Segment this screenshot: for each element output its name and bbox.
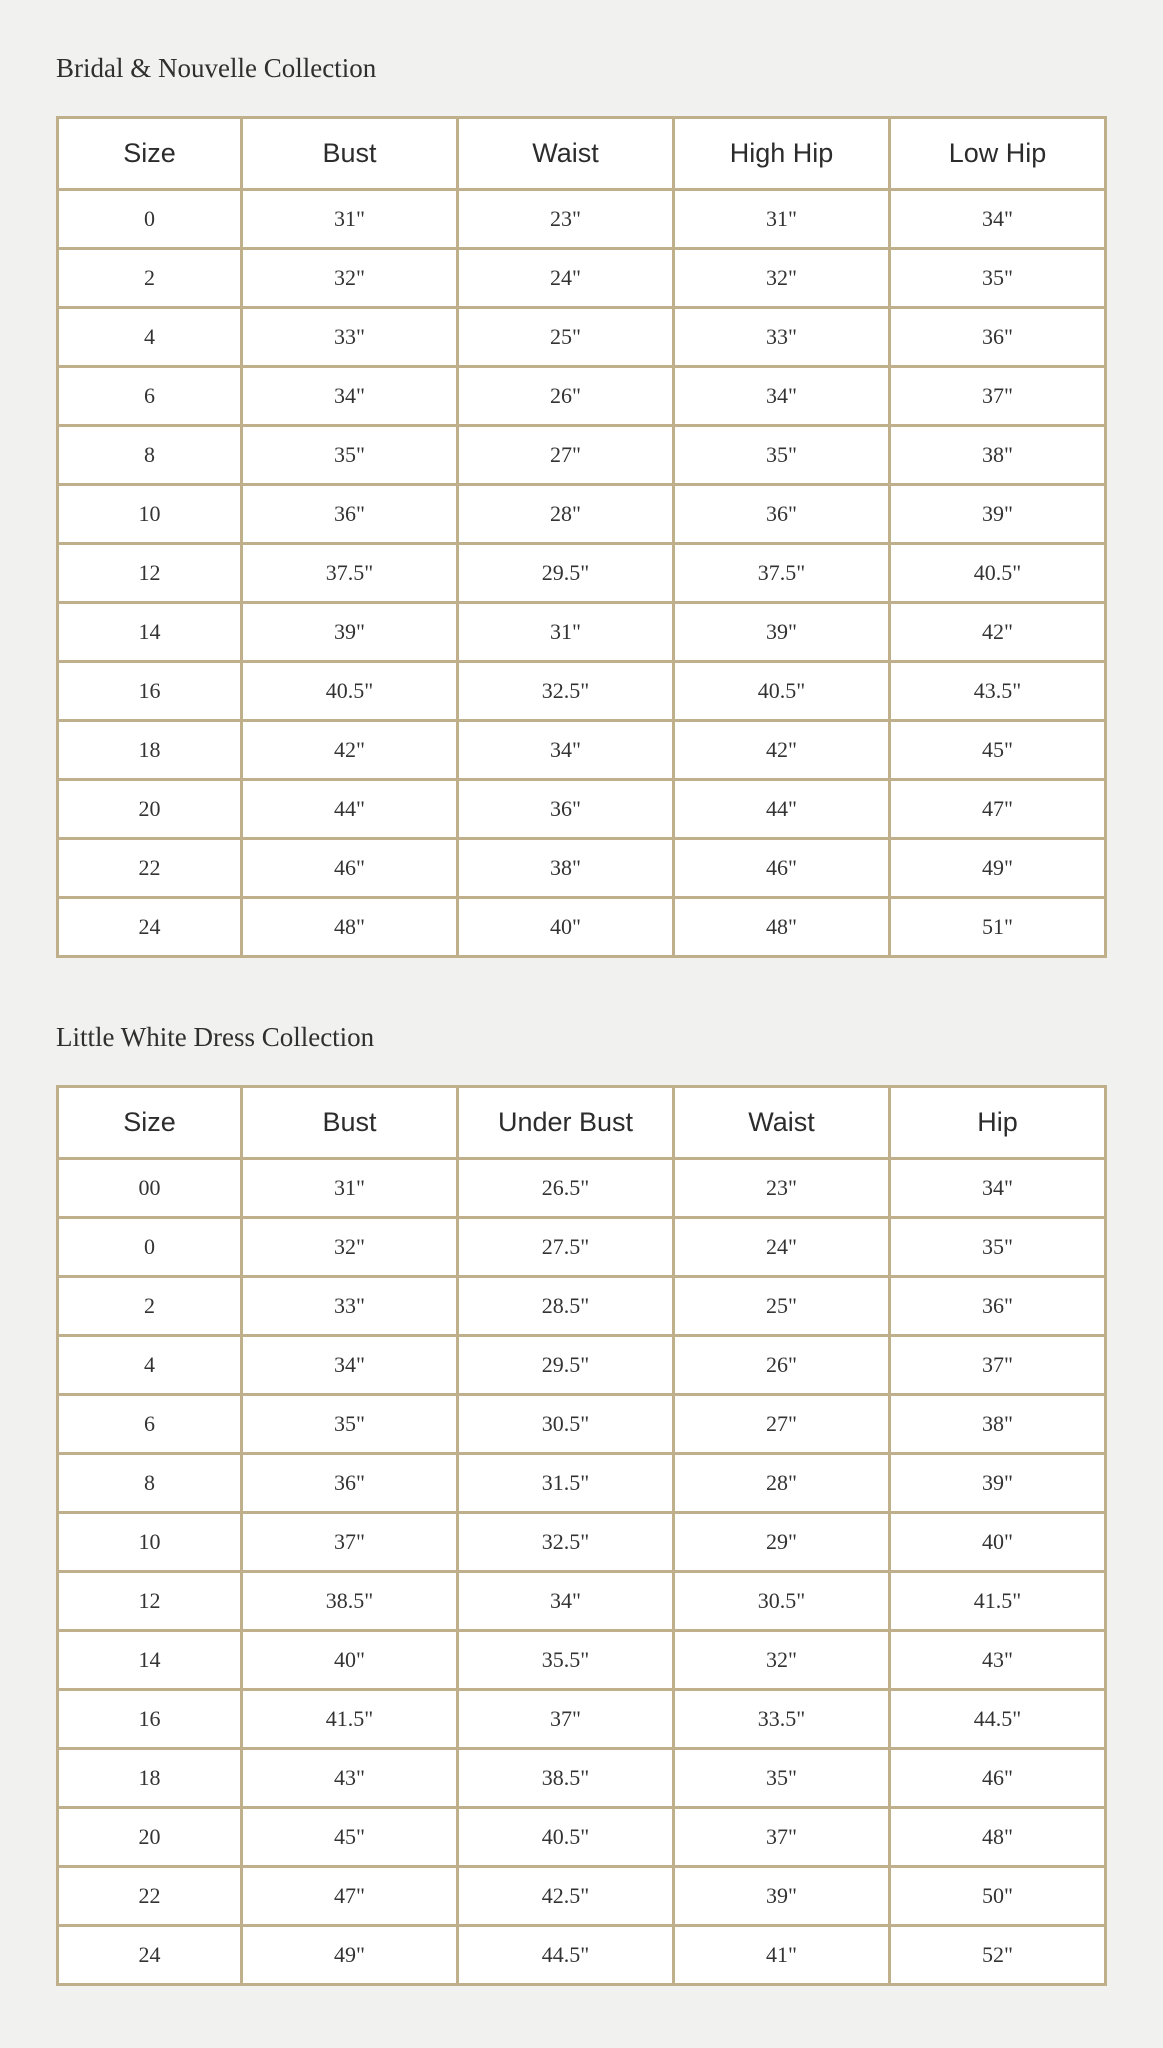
size-cell: 0	[58, 190, 242, 249]
measurement-cell: 36"	[242, 485, 458, 544]
size-cell: 8	[58, 1454, 242, 1513]
measurement-cell: 34"	[242, 1336, 458, 1395]
measurement-cell: 44.5"	[890, 1690, 1106, 1749]
size-cell: 16	[58, 1690, 242, 1749]
measurement-cell: 51"	[890, 898, 1106, 957]
table-row	[58, 780, 1106, 839]
column-header: Low Hip	[890, 118, 1106, 190]
measurement-cell: 34"	[674, 367, 890, 426]
measurement-cell: 37"	[890, 1336, 1106, 1395]
measurement-cell: 35"	[890, 1218, 1106, 1277]
measurement-cell: 32"	[242, 249, 458, 308]
measurement-cell: 34"	[458, 721, 674, 780]
measurement-cell: 32"	[674, 249, 890, 308]
column-header: Size	[58, 118, 242, 190]
table-row	[58, 249, 1106, 308]
measurement-cell: 38"	[890, 426, 1106, 485]
size-cell: 00	[58, 1159, 242, 1218]
measurement-cell: 26"	[674, 1336, 890, 1395]
size-cell: 6	[58, 367, 242, 426]
measurement-cell: 25"	[674, 1277, 890, 1336]
table-body	[58, 190, 1106, 957]
measurement-cell: 37"	[674, 1808, 890, 1867]
table-row	[58, 1926, 1106, 1985]
table-row	[58, 662, 1106, 721]
measurement-cell: 34"	[890, 190, 1106, 249]
measurement-cell: 40.5"	[674, 662, 890, 721]
size-cell: 10	[58, 485, 242, 544]
table-row	[58, 485, 1106, 544]
measurement-cell: 46"	[890, 1749, 1106, 1808]
measurement-cell: 37.5"	[674, 544, 890, 603]
measurement-cell: 35"	[674, 1749, 890, 1808]
size-cell: 22	[58, 1867, 242, 1926]
measurement-cell: 27"	[458, 426, 674, 485]
measurement-cell: 38"	[890, 1395, 1106, 1454]
table-row	[58, 1808, 1106, 1867]
measurement-cell: 45"	[890, 721, 1106, 780]
size-cell: 2	[58, 249, 242, 308]
measurement-cell: 48"	[242, 898, 458, 957]
size-cell: 10	[58, 1513, 242, 1572]
measurement-cell: 33"	[674, 308, 890, 367]
measurement-cell: 38"	[458, 839, 674, 898]
measurement-cell: 47"	[890, 780, 1106, 839]
measurement-cell: 39"	[890, 485, 1106, 544]
measurement-cell: 39"	[242, 603, 458, 662]
table-row	[58, 1277, 1106, 1336]
measurement-cell: 36"	[890, 308, 1106, 367]
size-cell: 22	[58, 839, 242, 898]
measurement-cell: 35"	[242, 426, 458, 485]
little-white-dress-title: Little White Dress Collection	[56, 1022, 375, 1052]
measurement-cell: 32"	[242, 1218, 458, 1277]
table-row	[58, 308, 1106, 367]
column-header: Hip	[890, 1087, 1106, 1159]
measurement-cell: 44.5"	[458, 1926, 674, 1985]
measurement-cell: 41.5"	[242, 1690, 458, 1749]
size-cell: 12	[58, 544, 242, 603]
column-header: Under Bust	[458, 1087, 674, 1159]
measurement-cell: 42"	[674, 721, 890, 780]
measurement-cell: 37"	[242, 1513, 458, 1572]
table-row	[58, 839, 1106, 898]
table-row	[58, 190, 1106, 249]
measurement-cell: 40"	[458, 898, 674, 957]
measurement-cell: 29"	[674, 1513, 890, 1572]
measurement-cell: 50"	[890, 1867, 1106, 1926]
size-cell: 14	[58, 1631, 242, 1690]
measurement-cell: 29.5"	[458, 1336, 674, 1395]
measurement-cell: 46"	[674, 839, 890, 898]
measurement-cell: 47"	[242, 1867, 458, 1926]
table-row	[58, 1159, 1106, 1218]
table-row	[58, 603, 1106, 662]
measurement-cell: 32"	[674, 1631, 890, 1690]
measurement-cell: 25"	[458, 308, 674, 367]
measurement-cell: 34"	[890, 1159, 1106, 1218]
measurement-cell: 46"	[242, 839, 458, 898]
measurement-cell: 23"	[674, 1159, 890, 1218]
header-row	[58, 1087, 1106, 1159]
measurement-cell: 37"	[458, 1690, 674, 1749]
size-cell: 6	[58, 1395, 242, 1454]
size-cell: 4	[58, 1336, 242, 1395]
table-row	[58, 367, 1106, 426]
table-row	[58, 1218, 1106, 1277]
table-body	[58, 1159, 1106, 1985]
measurement-cell: 44"	[242, 780, 458, 839]
measurement-cell: 23"	[458, 190, 674, 249]
measurement-cell: 37"	[890, 367, 1106, 426]
table-row	[58, 1749, 1106, 1808]
measurement-cell: 40.5"	[242, 662, 458, 721]
size-cell: 18	[58, 721, 242, 780]
size-cell: 14	[58, 603, 242, 662]
measurement-cell: 42"	[242, 721, 458, 780]
measurement-cell: 31.5"	[458, 1454, 674, 1513]
table-row	[58, 544, 1106, 603]
measurement-cell: 30.5"	[458, 1395, 674, 1454]
measurement-cell: 42"	[890, 603, 1106, 662]
measurement-cell: 52"	[890, 1926, 1106, 1985]
measurement-cell: 35"	[242, 1395, 458, 1454]
measurement-cell: 36"	[890, 1277, 1106, 1336]
measurement-cell: 37.5"	[242, 544, 458, 603]
size-cell: 20	[58, 780, 242, 839]
measurement-cell: 39"	[890, 1454, 1106, 1513]
size-cell: 0	[58, 1218, 242, 1277]
table-row	[58, 1513, 1106, 1572]
measurement-cell: 40.5"	[458, 1808, 674, 1867]
table-row	[58, 426, 1106, 485]
measurement-cell: 26"	[458, 367, 674, 426]
measurement-cell: 45"	[242, 1808, 458, 1867]
measurement-cell: 33"	[242, 1277, 458, 1336]
measurement-cell: 27"	[674, 1395, 890, 1454]
size-cell: 4	[58, 308, 242, 367]
table-row	[58, 1336, 1106, 1395]
measurement-cell: 27.5"	[458, 1218, 674, 1277]
measurement-cell: 31"	[674, 190, 890, 249]
column-header: High Hip	[674, 118, 890, 190]
measurement-cell: 43.5"	[890, 662, 1106, 721]
column-header: Bust	[242, 1087, 458, 1159]
column-header: Bust	[242, 118, 458, 190]
measurement-cell: 40.5"	[890, 544, 1106, 603]
measurement-cell: 44"	[674, 780, 890, 839]
column-header: Size	[58, 1087, 242, 1159]
table-row	[58, 721, 1106, 780]
measurement-cell: 49"	[242, 1926, 458, 1985]
measurement-cell: 41.5"	[890, 1572, 1106, 1631]
table-row	[58, 1572, 1106, 1631]
measurement-cell: 34"	[242, 367, 458, 426]
size-cell: 24	[58, 1926, 242, 1985]
measurement-cell: 31"	[242, 1159, 458, 1218]
size-cell: 2	[58, 1277, 242, 1336]
measurement-cell: 35.5"	[458, 1631, 674, 1690]
table-row	[58, 898, 1106, 957]
table-row	[58, 1631, 1106, 1690]
column-header: Waist	[674, 1087, 890, 1159]
table-header	[58, 1087, 1106, 1159]
measurement-cell: 33"	[242, 308, 458, 367]
measurement-cell: 41"	[674, 1926, 890, 1985]
table-row	[58, 1454, 1106, 1513]
table-header	[58, 118, 1106, 190]
measurement-cell: 24"	[674, 1218, 890, 1277]
measurement-cell: 38.5"	[458, 1749, 674, 1808]
measurement-cell: 31"	[458, 603, 674, 662]
measurement-cell: 34"	[458, 1572, 674, 1631]
table-row	[58, 1867, 1106, 1926]
size-cell: 16	[58, 662, 242, 721]
measurement-cell: 29.5"	[458, 544, 674, 603]
measurement-cell: 32.5"	[458, 1513, 674, 1572]
measurement-cell: 40"	[890, 1513, 1106, 1572]
measurement-cell: 43"	[242, 1749, 458, 1808]
table-row	[58, 1395, 1106, 1454]
measurement-cell: 26.5"	[458, 1159, 674, 1218]
column-header: Waist	[458, 118, 674, 190]
size-cell: 18	[58, 1749, 242, 1808]
measurement-cell: 35"	[674, 426, 890, 485]
size-cell: 20	[58, 1808, 242, 1867]
size-cell: 24	[58, 898, 242, 957]
measurement-cell: 28"	[458, 485, 674, 544]
measurement-cell: 35"	[890, 249, 1106, 308]
header-row	[58, 118, 1106, 190]
size-cell: 12	[58, 1572, 242, 1631]
measurement-cell: 39"	[674, 603, 890, 662]
measurement-cell: 32.5"	[458, 662, 674, 721]
measurement-cell: 36"	[242, 1454, 458, 1513]
measurement-cell: 28"	[674, 1454, 890, 1513]
measurement-cell: 43"	[890, 1631, 1106, 1690]
measurement-cell: 33.5"	[674, 1690, 890, 1749]
measurement-cell: 49"	[890, 839, 1106, 898]
measurement-cell: 36"	[458, 780, 674, 839]
measurement-cell: 28.5"	[458, 1277, 674, 1336]
measurement-cell: 42.5"	[458, 1867, 674, 1926]
measurement-cell: 39"	[674, 1867, 890, 1926]
measurement-cell: 40"	[242, 1631, 458, 1690]
size-cell: 8	[58, 426, 242, 485]
measurement-cell: 48"	[890, 1808, 1106, 1867]
table-row	[58, 1690, 1106, 1749]
measurement-cell: 48"	[674, 898, 890, 957]
bridal-nouvelle-size-table	[56, 116, 1107, 958]
measurement-cell: 31"	[242, 190, 458, 249]
measurement-cell: 38.5"	[242, 1572, 458, 1631]
little-white-dress-size-table	[56, 1085, 1107, 1986]
measurement-cell: 24"	[458, 249, 674, 308]
measurement-cell: 36"	[674, 485, 890, 544]
measurement-cell: 30.5"	[674, 1572, 890, 1631]
bridal-nouvelle-title: Bridal & Nouvelle Collection	[56, 53, 377, 83]
